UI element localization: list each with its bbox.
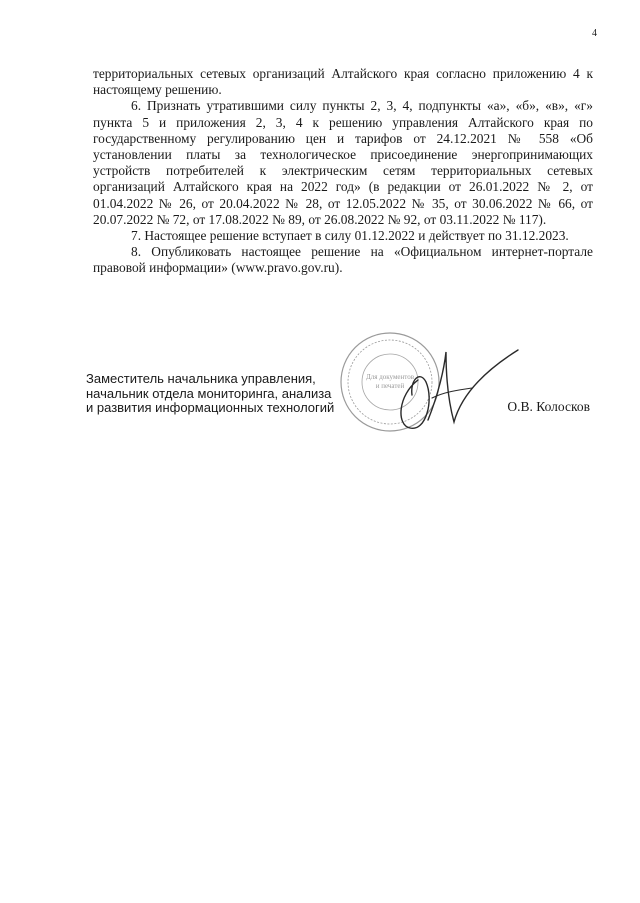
page-number: 4 bbox=[592, 28, 597, 39]
stamp-text-2: и печатей bbox=[375, 382, 405, 390]
paragraph-continuation: территориальных сетевых организаций Алтайского края согласно приложению 4 к настоящему решению. bbox=[93, 66, 593, 98]
stamp-text-1: Для документов bbox=[365, 373, 415, 381]
paragraph-item-6: 6. Признать утратившими силу пункты 2, 3, 4, подпункты «а», «б», «в», «г» пункта 5 и приложения 2, 3, 4 к решению управления Алтайского края по государственному регулированию цен и тарифов от 24.12.2021 № 558 «Об установлении платы за технологическое присоединение энергопринимающих устройств потребителей к электрическим сетям территориальных сетевых организаций Алтайского края на 2022 год» (в редакции от 26.01.2022 № 2, от 01.04.2022 № 26, от 20.04.2022 № 28, от 12.05.2022 № 35, от 30.06.2022 № 66, от 20.07.2022 № 72, от 17.08.2022 № 89, от 26.08.2022 № 92, от 03.11.2022 № 117). bbox=[93, 98, 593, 227]
signature-block bbox=[86, 372, 596, 442]
signer-title-line: начальник отдела мониторинга, анализа bbox=[86, 385, 332, 401]
paragraph-item-7: 7. Настоящее решение вступает в силу 01.12.2022 и действует по 31.12.2023. bbox=[131, 228, 569, 244]
document-body bbox=[93, 66, 593, 277]
signer-title-line: и развития информационных технологий bbox=[86, 400, 335, 415]
signer-title bbox=[86, 372, 366, 416]
signer-title-line: Заместитель начальника управления, bbox=[86, 371, 316, 386]
signer-name: О.В. Колосков bbox=[507, 399, 590, 414]
paragraph-item-8: 8. Опубликовать настоящее решение на «Официальном интернет-портале правовой информации» (www.pravo.gov.ru). bbox=[93, 244, 593, 276]
